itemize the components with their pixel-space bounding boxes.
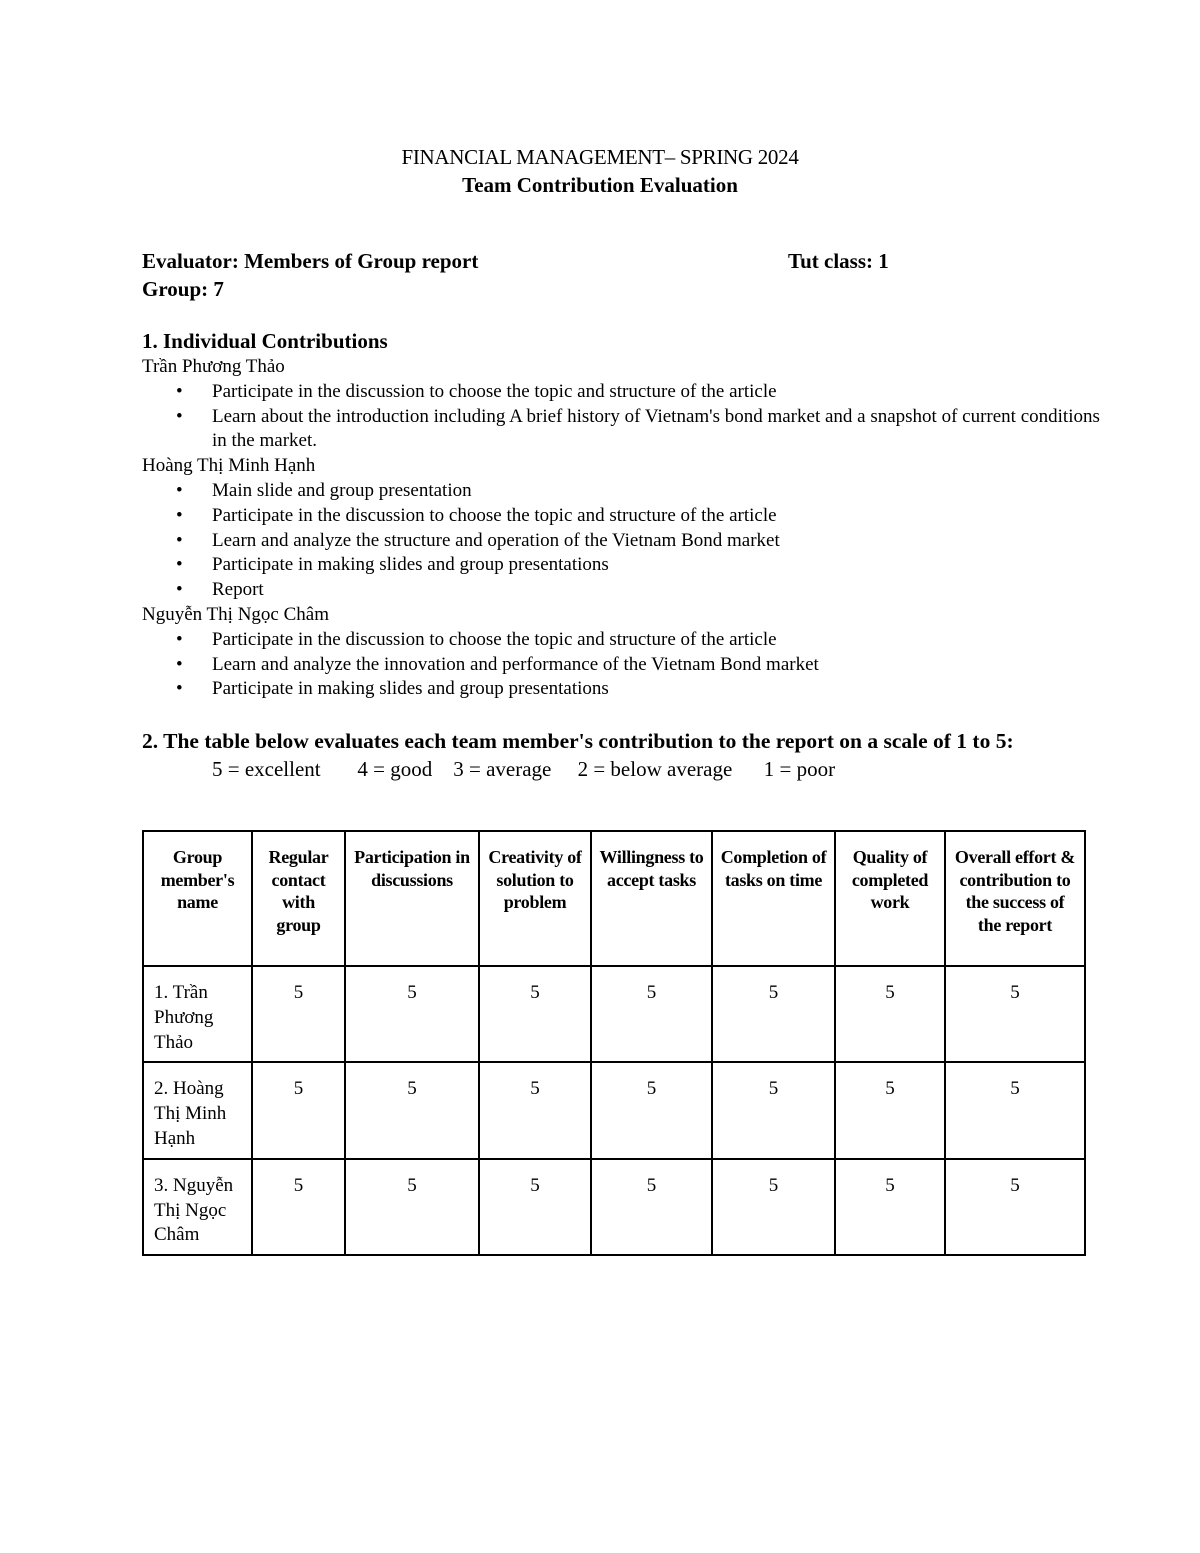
rating-scale: 5 = excellent 4 = good 3 = average 2 = below average 1 = poor: [212, 757, 836, 781]
score-cell: 5: [252, 966, 345, 1062]
score-cell: 5: [479, 1062, 591, 1158]
score-cell: 5: [345, 1159, 479, 1255]
task-text: Learn about the introduction including A brief history of Vietnam's bond market and a snapshot of current conditions in the market.: [212, 405, 1100, 452]
member-block: [142, 355, 1102, 454]
bullet-icon: •: [176, 405, 183, 427]
score-cell: 5: [835, 966, 945, 1062]
score-cell: 5: [945, 966, 1085, 1062]
task-item: [142, 380, 1102, 405]
task-text: Participate in making slides and group presentations: [212, 554, 609, 576]
column-header: Quality of completed work: [835, 831, 945, 966]
member-name: Nguyễn Thị Ngọc Châm: [142, 603, 329, 625]
task-item: [142, 479, 1102, 504]
evaluation-section: [142, 727, 1132, 783]
task-list: [142, 479, 1102, 603]
bullet-icon: •: [176, 380, 183, 402]
bullet-icon: •: [176, 479, 183, 501]
task-item: [142, 628, 1102, 653]
column-header: Group member's name: [143, 831, 252, 966]
task-item: [142, 553, 1102, 578]
column-header: Overall effort & contribution to the success of the report: [945, 831, 1085, 966]
member-name: Hoàng Thị Minh Hạnh: [142, 455, 316, 477]
score-cell: 5: [945, 1062, 1085, 1158]
member-name: Trần Phương Thảo: [142, 356, 285, 377]
score-cell: 5: [712, 1159, 835, 1255]
task-text: Participate in the discussion to choose the topic and structure of the article: [212, 628, 777, 650]
score-cell: 5: [591, 966, 712, 1062]
evaluator-label: Evaluator: Members of Group report: [142, 249, 479, 273]
score-cell: 5: [945, 1159, 1085, 1255]
bullet-icon: •: [176, 678, 183, 700]
score-cell: 5: [252, 1062, 345, 1158]
section-heading: 1. Individual Contributions: [142, 329, 388, 353]
score-cell: 5: [479, 966, 591, 1062]
bullet-icon: •: [176, 529, 183, 551]
tut-class-label: Tut class: 1: [788, 249, 889, 273]
document-title: Team Contribution Evaluation: [462, 173, 738, 197]
bullet-icon: •: [176, 579, 183, 601]
score-cell: 5: [591, 1062, 712, 1158]
score-cell: 5: [252, 1159, 345, 1255]
task-list: [142, 628, 1102, 702]
score-cell: 5: [479, 1159, 591, 1255]
column-header: Participation in discussions: [345, 831, 479, 966]
task-list: [142, 380, 1102, 454]
course-title: FINANCIAL MANAGEMENT– SPRING 2024: [401, 145, 799, 169]
column-header: Willingness to accept tasks: [591, 831, 712, 966]
task-item: [142, 578, 1102, 603]
task-item: [142, 504, 1102, 529]
task-text: Learn and analyze the innovation and performance of the Vietnam Bond market: [212, 653, 819, 675]
score-cell: 5: [835, 1159, 945, 1255]
title-block: [0, 143, 1200, 199]
table-row: [143, 966, 1085, 1062]
member-block: [142, 454, 1102, 603]
score-cell: 5: [835, 1062, 945, 1158]
task-text: Learn and analyze the structure and operation of the Vietnam Bond market: [212, 529, 780, 551]
column-header: Completion of tasks on time: [712, 831, 835, 966]
score-cell: 5: [345, 966, 479, 1062]
task-item: [142, 677, 1102, 702]
task-item: [142, 653, 1102, 678]
column-header: Regular contact with group: [252, 831, 345, 966]
table-row: [143, 1062, 1085, 1158]
bullet-icon: •: [176, 653, 183, 675]
task-text: Participate in the discussion to choose the topic and structure of the article: [212, 504, 777, 526]
member-name-cell: 2. Hoàng Thị Minh Hạnh: [143, 1062, 252, 1158]
column-header: Creativity of solution to problem: [479, 831, 591, 966]
score-cell: 5: [591, 1159, 712, 1255]
group-label: Group: 7: [142, 277, 224, 301]
individual-contributions-section: [142, 327, 1102, 702]
task-text: Report: [212, 579, 264, 601]
table-row: [143, 1159, 1085, 1255]
section-heading: 2. The table below evaluates each team member's contribution to the report on a scale of 1 to 5:: [142, 729, 1014, 753]
task-item: [142, 405, 1102, 455]
task-text: Participate in the discussion to choose the topic and structure of the article: [212, 380, 777, 402]
score-cell: 5: [712, 1062, 835, 1158]
bullet-icon: •: [176, 504, 183, 526]
evaluation-table: [142, 830, 1086, 1256]
score-cell: 5: [712, 966, 835, 1062]
task-text: Participate in making slides and group presentations: [212, 678, 609, 700]
task-item: [142, 529, 1102, 554]
task-text: Main slide and group presentation: [212, 479, 472, 501]
bullet-icon: •: [176, 628, 183, 650]
member-name-cell: 3. Nguyễn Thị Ngọc Châm: [143, 1159, 252, 1255]
member-block: [142, 603, 1102, 702]
bullet-icon: •: [176, 554, 183, 576]
member-name-cell: 1. Trần Phương Thảo: [143, 966, 252, 1062]
score-cell: 5: [345, 1062, 479, 1158]
table-header-row: [143, 831, 1085, 966]
